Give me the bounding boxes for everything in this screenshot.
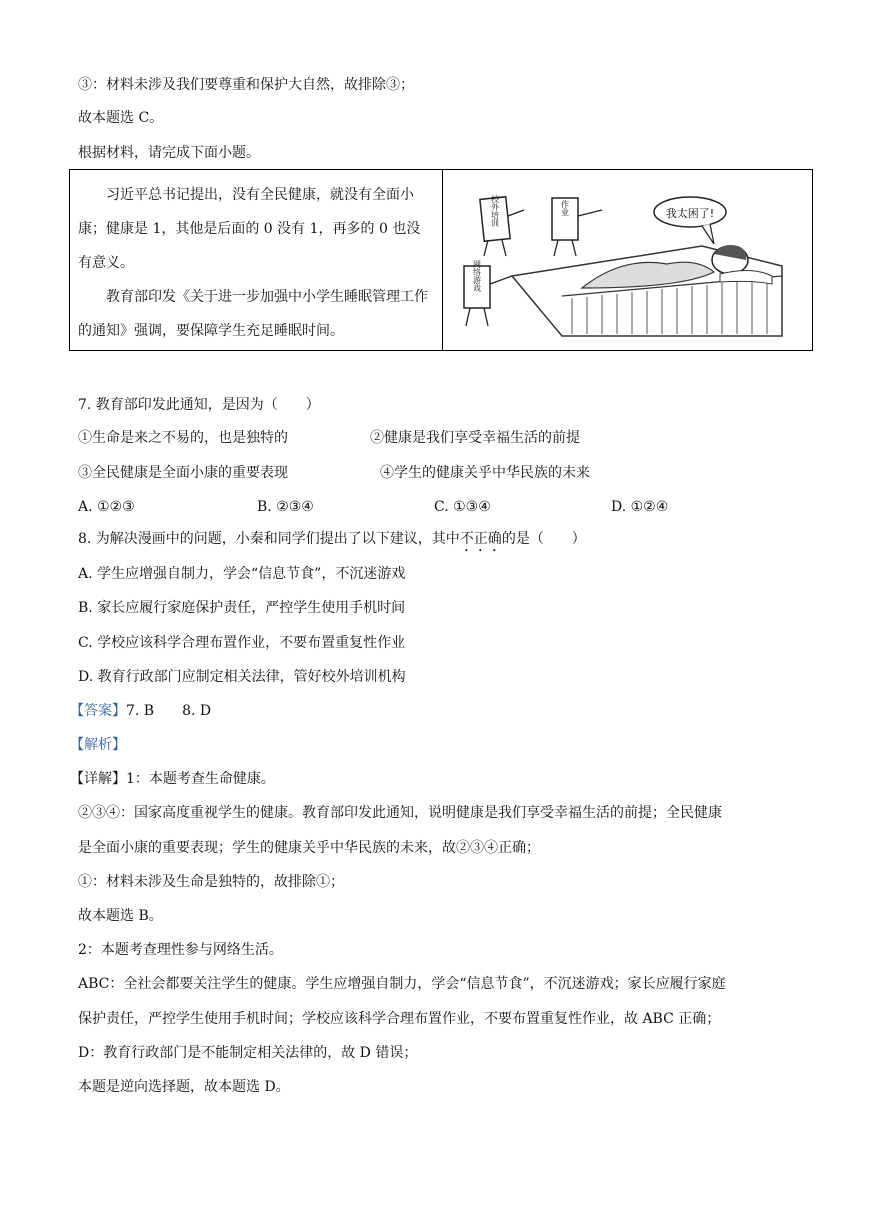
- statement: ④学生的健康关乎中华民族的未来: [380, 465, 590, 481]
- material-paragraph: 习近平总书记提出，没有全民健康，就没有全面小康；健康是 1，其他是后面的 0 没有 1，再多的 0 也没有意义。: [78, 187, 421, 271]
- material-text: [78, 178, 434, 348]
- option-b: B. 家长应履行家庭保护责任，严控学生使用手机时间: [78, 600, 406, 616]
- speech-text: 我太困了!: [665, 207, 715, 220]
- cartoon-image: [452, 176, 808, 344]
- stem-emphasis: 不正确: [459, 531, 502, 547]
- analysis-line: 本题是逆向选择题，故本题选 D。: [78, 1079, 290, 1095]
- option-a: A. ①②③: [78, 499, 135, 515]
- option-b: B. ②③④: [257, 499, 314, 515]
- option-c: C. ①③④: [434, 499, 491, 515]
- statement: ②健康是我们享受幸福生活的前提: [370, 430, 580, 446]
- text-line: 根据材料，请完成下面小题。: [78, 145, 260, 161]
- analysis-line: ②③④：国家高度重视学生的健康。教育部印发此通知，说明健康是我们享受幸福生活的前提；全民健康: [78, 805, 722, 821]
- analysis-line: D：教育行政部门是不能制定相关法律的，故 D 错误；: [78, 1045, 418, 1061]
- analysis-line: 2：本题考查理性参与网络生活。: [78, 942, 283, 958]
- stem-text: 8. 为解决漫画中的问题，小秦和同学们提出了以下建议，其中: [78, 531, 460, 547]
- question-stem: 7. 教育部印发此通知，是因为（ ）: [78, 397, 320, 413]
- option-d: D. ①②④: [611, 499, 669, 515]
- text-line: 故本题选 C。: [78, 110, 164, 126]
- material-table: [69, 169, 813, 351]
- analysis-line: 保护责任，严控学生使用手机时间；学校应该科学合理布置作业，不要布置重复性作业，故 ABC 正确；: [78, 1011, 721, 1027]
- option-d: D. 教育行政部门应制定相关法律，管好校外培训机构: [78, 669, 406, 685]
- analysis-line: 故本题选 B。: [78, 908, 163, 924]
- material-paragraph: 教育部印发《关于进一步加强中小学生睡眠管理工作的通知》强调，要保障学生充足睡眠时间。: [78, 289, 428, 339]
- stem-text: 的是（ ）: [501, 531, 586, 547]
- option-a: A. 学生应增强自制力，学会“信息节食”，不沉迷游戏: [78, 566, 406, 582]
- book-label: 作业: [560, 200, 570, 216]
- analysis-label: 【解析】: [70, 737, 126, 753]
- statement: ③全民健康是全面小康的重要表现: [78, 465, 288, 481]
- answer-text: 7. B 8. D: [126, 703, 212, 719]
- option-c: C. 学校应该科学合理布置作业，不要布置重复性作业: [78, 635, 406, 651]
- answer-label: 【答案】: [70, 703, 126, 719]
- analysis-line: 是全面小康的重要表现；学生的健康关乎中华民族的未来，故②③④正确；: [78, 840, 540, 856]
- analysis-line: 【详解】1：本题考查生命健康。: [70, 771, 275, 787]
- question-stem: [78, 529, 586, 555]
- book-label: 校外培训: [490, 195, 500, 227]
- answer-line: [70, 701, 211, 721]
- statement: ①生命是来之不易的，也是独特的: [78, 430, 288, 446]
- analysis-line: ABC：全社会都要关注学生的健康。学生应增强自制力，学会“信息节食”，不沉迷游戏；家长应履行家庭: [78, 976, 726, 992]
- text-line: ③：材料未涉及我们要尊重和保护大自然，故排除③；: [78, 77, 414, 93]
- analysis-line: ①：材料未涉及生命是独特的，故排除①；: [78, 874, 344, 890]
- book-label: 网络游戏: [472, 260, 482, 292]
- table-divider: [442, 170, 443, 350]
